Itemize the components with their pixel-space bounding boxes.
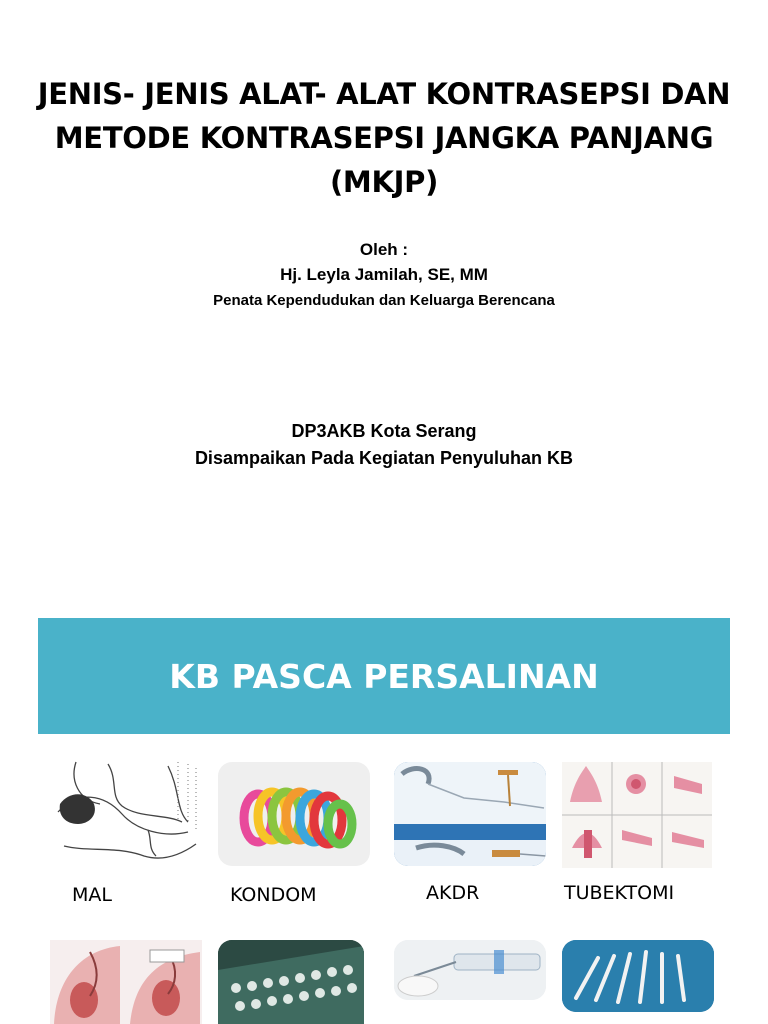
title-line-3: (MKJP) [329, 165, 439, 199]
method-label-akdr: AKDR [426, 882, 480, 904]
method-label-mal: MAL [72, 884, 112, 906]
tubal-ligation-diagram-image [562, 762, 712, 868]
breastfeeding-sketch-image [48, 760, 200, 870]
pill-pack-image [218, 940, 364, 1024]
implant-rods-image [562, 940, 714, 1012]
method-label-kondom: KONDOM [230, 884, 317, 906]
title-line-2: METODE KONTRASEPSI JANGKA PANJANG [54, 121, 714, 155]
title-line-1: JENIS- JENIS ALAT- ALAT KONTRASEPSI DAN [37, 77, 731, 111]
event-text: Disampaikan Pada Kegiatan Penyuluhan KB [194, 448, 574, 468]
iud-image [394, 762, 546, 866]
organization-name: DP3AKB Kota Serang [291, 421, 477, 441]
organization-block [0, 418, 768, 472]
method-label-tubektomi: TUBEKTOMI [564, 882, 675, 904]
by-label: Oleh : [359, 240, 409, 259]
slide-title [20, 72, 748, 204]
injection-syringe-image [394, 940, 546, 1000]
banner-title: KB PASCA PERSALINAN [169, 656, 599, 696]
vasectomy-diagram-image [50, 940, 202, 1024]
condoms-image [218, 762, 370, 866]
author-name: Hj. Leyla Jamilah, SE, MM [280, 265, 488, 284]
byline [0, 238, 768, 314]
author-position: Penata Kependudukan dan Keluarga Berencana [213, 292, 555, 309]
section-banner [38, 618, 730, 734]
